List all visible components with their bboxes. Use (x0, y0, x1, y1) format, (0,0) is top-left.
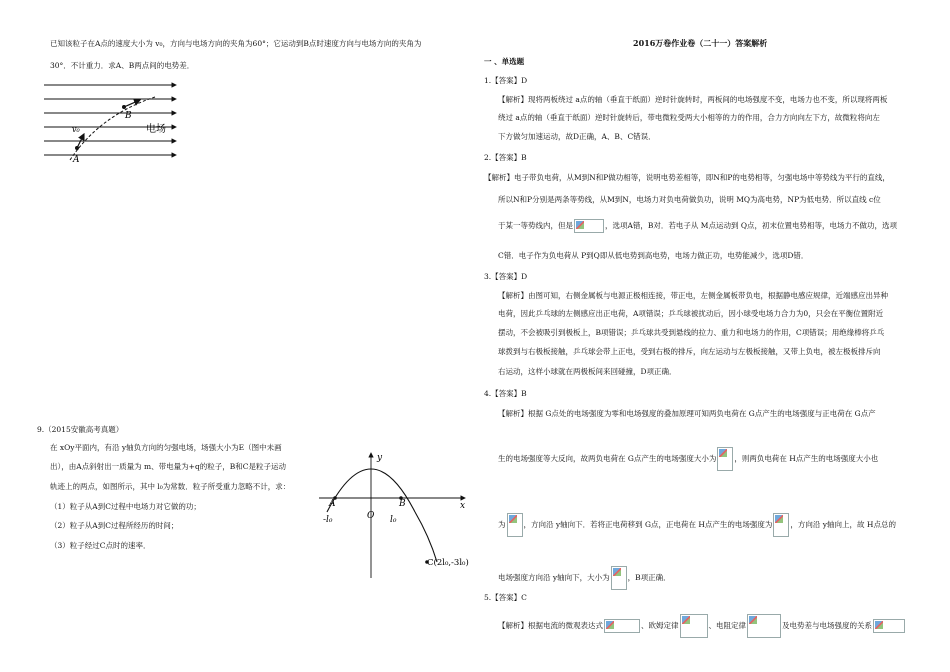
trajectory-curve (70, 97, 155, 160)
q9-line: 在 xOy平面内，有沿 y轴负方向的匀强电场，场强大小为E（图中未画 (50, 443, 282, 452)
formula-image (507, 513, 523, 537)
q8-text-line2: 30°．不计重力．求A、B两点间的电势差． (50, 61, 195, 70)
analysis-4-line: 【解析】根据 G点处的电场强度为零和电场强度的叠加原理可知两负电荷在 G点产生的电场强度与正电荷在 G点产 (498, 409, 876, 418)
point-a (75, 146, 79, 150)
q9-line: 轨迹上的两点，如图所示，其中 l₀为常数．粒子所受重力忽略不计，求： (50, 482, 291, 491)
analysis-2-line: C错．电子作为负电荷从 P到Q即从低电势到高电势，电场力做正功，电势能减少，选项D错． (498, 251, 809, 260)
formula-image (680, 614, 708, 638)
label-l0: l₀ (390, 515, 397, 525)
answer-3-label: 3.【答案】D (484, 272, 528, 281)
analysis-2-line: 【解析】电子带负电荷，从M到N和P做功相等，说明电势差相等，即N和P的电势相等，匀强电场中等势线为平行的直线， (484, 173, 890, 182)
label-neg-l0: -l₀ (323, 515, 333, 525)
answer-1-label: 1.【答案】D (484, 76, 528, 85)
section-heading: 一 、单选题 (484, 57, 525, 66)
label-c: C(2l₀,-3l₀) (427, 558, 469, 568)
q9-line: （1）粒子从A到C过程中电场力对它做的功； (50, 502, 201, 511)
label-o: O (367, 511, 375, 521)
formula-image (604, 619, 640, 633)
answer-2-label: 2.【答案】B (484, 153, 527, 162)
velocity-vector-b (124, 100, 140, 107)
label-field: 电场 (146, 124, 166, 135)
label-x: x (460, 501, 466, 511)
trajectory-curve-lower (415, 512, 437, 562)
analysis-5-line: 【解析】根据电流的微观表达式 、欧姆定律 、电阻定律 及电势差与电场强度的关系 (498, 614, 906, 638)
analysis-1-line: 绕过 a点的轴（垂直于纸面）逆时针旋转后，带电微粒受两大小相等的力的作用，合力方向向左下方，故微粒将向左 (498, 113, 880, 122)
q9-line: （3）粒子经过C点时的速率． (50, 541, 151, 550)
analysis-1-line: 下方做匀加速运动，故D正确，A、B、C错误． (498, 132, 656, 141)
answer-title: 2016万卷作业卷（二十一）答案解析 (633, 38, 768, 48)
formula-image (717, 447, 733, 471)
formula-image (747, 614, 781, 638)
point-b (122, 105, 126, 109)
formula-image (773, 513, 789, 537)
analysis-1-line: 【解析】现将两板绕过 a点的轴（垂直于纸面）逆时针旋转时，两板间的电场强度不变，电场力也不变，所以现将两板 (498, 95, 888, 104)
parabola-figure (315, 450, 475, 580)
label-b: B (399, 499, 406, 509)
answer-4-label: 4.【答案】B (484, 389, 527, 398)
formula-image (611, 566, 627, 590)
analysis-3-line: 球拨到与右极板接触，乒乓球会带上正电，受到右极的排斥，向左运动与左极板接触，又带上负电，被左极板排斥向 (498, 347, 881, 356)
label-v0: v₀ (72, 125, 80, 134)
answer-5-label: 5.【答案】C (484, 593, 527, 602)
q8-text-line1: 已知该粒子在A点的速度大小为 v₀，方向与电场方向的夹角为60°；它运动到B点时速度方向与电场方向的夹角为 (50, 39, 422, 48)
analysis-2-line: 所以N和P分别是两条等势线，从M到N，电场力对负电荷做负功，说明 MQ为高电势，NP为低电势．所以直线 c位 (498, 195, 881, 204)
q9-line: 出），由A点斜射出一质量为 m、带电量为+q的粒子，B和C是粒子运动 (50, 462, 286, 471)
analysis-2-line: 于某一等势线内，但是 ，选项A错，B对．若电子从 M点运动到 Q点，初末位置电势相等，电场力不做功，选项 (498, 219, 897, 233)
analysis-3-line: 电荷，因此乒乓球的左侧感应出正电荷，A项错误；乒乓球被扰动后，因小球受电场力合力为0，只会在平衡位置附近 (498, 309, 884, 318)
formula-image (574, 219, 604, 233)
q9-header: 9.（2015安徽高考真题） (37, 425, 124, 434)
analysis-4-line: 生的电场强度等大反向，故两负电荷在 G点产生的电场强度大小为 ，则两负电荷在 H点产生的电场强度大小也 (498, 447, 878, 471)
label-a: A (73, 155, 80, 165)
analysis-4-line: 电场强度方向沿 y轴向下，大小为 ，B项正确． (498, 566, 671, 590)
label-y: y (377, 453, 383, 463)
label-b: B (125, 111, 132, 121)
analysis-3-line: 右运动，这样小球就在两极板间来回碰撞，D项正确． (498, 367, 677, 376)
analysis-4-line: 为 ，方向沿 y轴向下．若将正电荷移到 G点，正电荷在 H点产生的电场强度为 ，方向沿 y轴向上，故 H点总的 (498, 513, 896, 537)
electric-field-figure (40, 80, 190, 170)
label-a: A (329, 499, 336, 509)
q9-line: （2）粒子从A到C过程所经历的时间； (50, 521, 179, 530)
analysis-3-line: 摆动，不会被吸引到极板上，B项错误；乒乓球共受到悬线的拉力、重力和电场力的作用，C项错误；用绝缘棒将乒乓 (498, 328, 885, 337)
analysis-3-line: 【解析】由图可知，右侧金属板与电源正极相连接，带正电，左侧金属板带负电，根据静电感应规律，近端感应出异种 (498, 291, 888, 300)
formula-image (873, 619, 905, 633)
